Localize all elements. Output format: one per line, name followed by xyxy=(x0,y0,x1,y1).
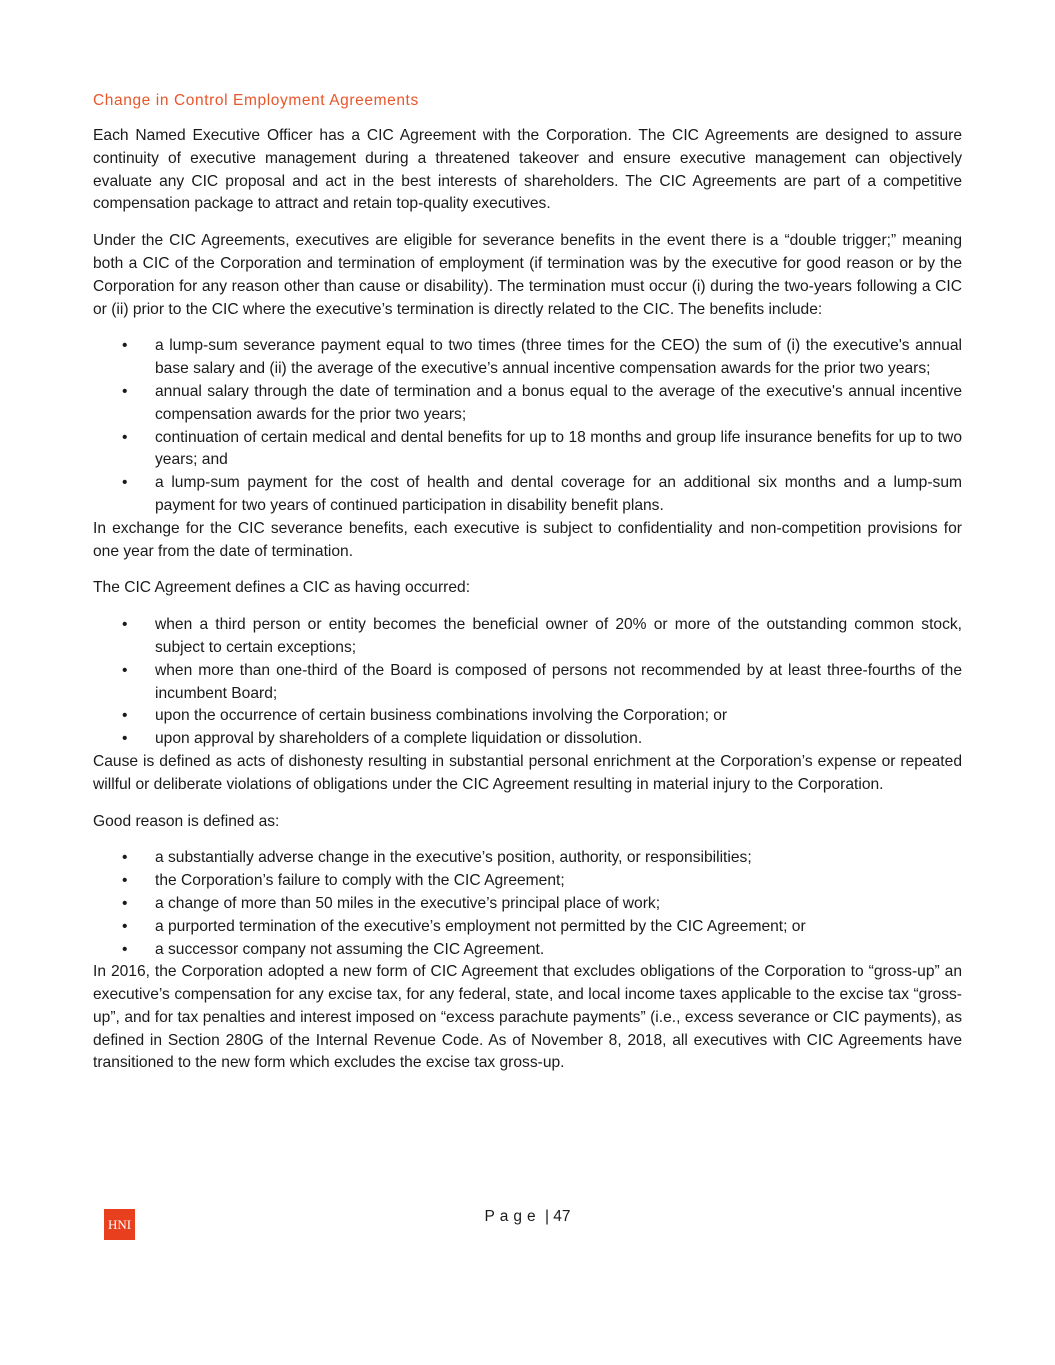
page-number: 47 xyxy=(553,1208,571,1225)
bullet-icon: • xyxy=(122,428,128,446)
list-item-text: when more than one-third of the Board is composed of persons not recommended by at least three-fourths of the incumbent Board; xyxy=(155,661,962,702)
list-item-text: a substantially adverse change in the executive’s position, authority, or responsibilities; xyxy=(155,849,752,867)
list-item xyxy=(93,381,962,427)
list-item-text: the Corporation’s failure to comply with the CIC Agreement; xyxy=(155,872,565,890)
list-item xyxy=(93,472,962,518)
document-body xyxy=(93,92,962,1075)
paragraph-cic-overview: Each Named Executive Officer has a CIC Agreement with the Corporation. The CIC Agreements are designed to assure continuity of executive management during a threatened takeover and ensure executive management can objectively evaluate any CIC proposal and act in the best interests of shareholders. The CIC Agreements are part of a competitive compensation package to attract and retain top-quality executives. xyxy=(93,127,962,213)
section-heading: Change in Control Employment Agreements xyxy=(93,92,419,109)
paragraph-cause-definition: Cause is defined as acts of dishonesty resulting in substantial personal enrichment at the Corporation’s expense or repeated willful or deliberate violations of obligations under the CIC Agreement resulting in material injury to the Corporation. xyxy=(93,752,962,793)
page-label: Page xyxy=(484,1208,541,1225)
list-item-text: a lump-sum severance payment equal to two times (three times for the CEO) the sum of (i) the executive's annual base salary and (ii) the average of the executive’s annual incentive compensation awards for the prior two years; xyxy=(155,337,962,378)
list-item xyxy=(93,870,962,893)
bullet-icon: • xyxy=(122,616,128,634)
page-footer xyxy=(0,1208,1055,1226)
paragraph-cic-definition-intro: The CIC Agreement defines a CIC as having occurred: xyxy=(93,579,471,597)
list-item xyxy=(93,728,962,751)
paragraph-good-reason-intro: Good reason is defined as: xyxy=(93,812,280,830)
list-item xyxy=(93,939,962,962)
list-item xyxy=(93,893,962,916)
list-item-text: when a third person or entity becomes the beneficial owner of 20% or more of the outstanding common stock, subject to certain exceptions; xyxy=(155,616,962,656)
list-item-text: upon the occurrence of certain business combinations involving the Corporation; or xyxy=(155,707,728,725)
list-item xyxy=(93,335,962,381)
list-item xyxy=(93,847,962,870)
list-item xyxy=(93,660,962,706)
page-separator: | xyxy=(544,1208,549,1225)
list-item-text: a purported termination of the executive’s employment not permitted by the CIC Agreement; or xyxy=(155,917,806,935)
bullet-icon: • xyxy=(122,337,128,355)
bullet-icon: • xyxy=(122,872,128,890)
bullet-icon: • xyxy=(122,707,128,725)
list-item xyxy=(93,916,962,939)
list-item-text: upon approval by shareholders of a complete liquidation or dissolution. xyxy=(155,730,643,748)
bullet-icon: • xyxy=(122,917,128,935)
bullet-icon: • xyxy=(122,382,128,400)
bullet-icon: • xyxy=(122,661,128,679)
bullet-icon: • xyxy=(122,849,128,867)
list-item-text: continuation of certain medical and dental benefits for up to 18 months and group life insurance benefits for up to two years; and xyxy=(155,428,962,469)
list-item xyxy=(93,705,962,728)
list-item-text: a successor company not assuming the CIC Agreement. xyxy=(155,940,545,958)
bullet-icon: • xyxy=(122,730,128,748)
paragraph-double-trigger: Under the CIC Agreements, executives are eligible for severance benefits in the event there is a “double trigger;” meaning both a CIC of the Corporation and termination of employment (if termination was by the executive for good reason or by the Corporation for any reason other than cause or disability). The termination must occur (i) during the two-years following a CIC or (ii) prior to the CIC where the executive’s termination is directly related to the CIC. The benefits include: xyxy=(93,232,962,318)
bullet-icon: • xyxy=(122,940,128,958)
list-item xyxy=(93,614,962,660)
paragraph-gross-up: In 2016, the Corporation adopted a new form of CIC Agreement that excludes obligations of the Corporation to “gross-up” an executive’s compensation for any excise tax, for any federal, state, and local income taxes applicable to the excise tax “gross-up”, and for tax penalties and interest imposed on “excess parachute payments” (i.e., excess severance or CIC payments), as defined in Section 280G of the Internal Revenue Code. As of November 8, 2018, all executives with CIC Agreements have transitioned to the new form which excludes the excise tax gross-up. xyxy=(93,963,962,1072)
cic-definition-list xyxy=(93,614,962,751)
list-item xyxy=(93,427,962,473)
list-item-text: annual salary through the date of termination and a bonus equal to the average of the executive's annual incentive compensation awards for the prior two years; xyxy=(155,382,962,423)
hni-logo: HNI xyxy=(104,1209,135,1240)
bullet-icon: • xyxy=(122,894,128,912)
list-item-text: a lump-sum payment for the cost of health and dental coverage for an additional six months and a lump-sum payment for two years of continued participation in disability benefit plans. xyxy=(155,474,962,514)
list-item-text: a change of more than 50 miles in the executive’s principal place of work; xyxy=(155,894,661,912)
bullet-icon: • xyxy=(122,474,128,492)
paragraph-exchange: In exchange for the CIC severance benefits, each executive is subject to confidentiality and non-competition provisions for one year from the date of termination. xyxy=(93,519,962,560)
benefits-list xyxy=(93,335,962,517)
good-reason-list xyxy=(93,847,962,961)
